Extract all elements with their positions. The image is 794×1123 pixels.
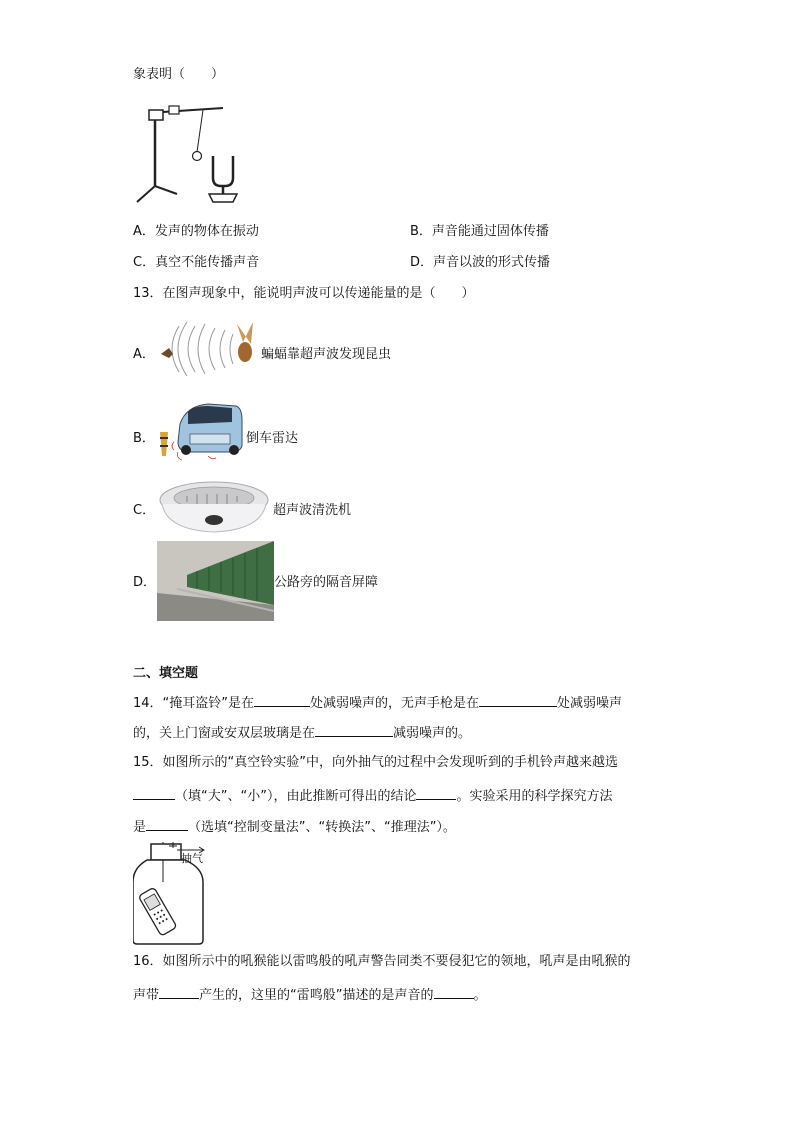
noise-barrier-image (157, 541, 274, 621)
q16-line2 (133, 984, 487, 1005)
q16-part2b: 产生的，这里的“雷鸣般”描述的是声音的 (199, 988, 434, 1003)
q12-stem-tail: 象表明（ ） (133, 67, 225, 82)
q13-option-a-text: 蝙蝠靠超声波发现昆虫 (261, 347, 392, 362)
q14-part2: 处减弱噪声的，无声手枪是在 (310, 696, 480, 711)
q13-option-b-text: 倒车雷达 (246, 431, 299, 446)
q15-part3b: （选填“控制变量法”、“转换法”、“推理法”）。 (188, 820, 456, 835)
q14-line2 (133, 722, 471, 743)
q12-option-c: C．真空不能传播声音 (133, 255, 260, 270)
q15-part2a: （填“大”、“小”），由此推断可得出的结论 (175, 789, 417, 804)
bat-echolocation-image (157, 318, 261, 380)
q14-part3: 处减弱噪声 (557, 696, 623, 711)
q13-option-c-text: 超声波清洗机 (273, 503, 352, 518)
q13-option-a-letter: A． (133, 347, 155, 362)
q14-blank2[interactable] (479, 692, 557, 707)
section-title: 二、填空题 (133, 666, 199, 681)
q14-blank3[interactable] (315, 722, 393, 737)
q12-option-a: A．发声的物体在振动 (133, 224, 259, 239)
q15-blank3[interactable] (146, 816, 188, 831)
q13-stem: 13．在图声现象中，能说明声波可以传递能量的是（ ） (133, 286, 475, 301)
q16-blank1[interactable] (159, 984, 199, 999)
q15-part3a: 是 (133, 820, 147, 835)
q16-blank2[interactable] (434, 984, 474, 999)
q14-blank1[interactable] (254, 692, 310, 707)
q16-line1: 16．如图所示中的吼猴能以雷鸣般的吼声警告同类不要侵犯它的领地，吼声是由吼猴的 (133, 954, 631, 969)
q14-part1: 14．“掩耳盗铃”是在 (133, 696, 255, 711)
q16-part2a: 声带 (133, 988, 160, 1003)
q15-blank1[interactable] (133, 785, 175, 800)
q13-option-c-letter: C． (133, 503, 156, 518)
reversing-radar-car-image (152, 402, 244, 464)
pump-air-label: 抽气 (181, 852, 203, 865)
q15-blank2[interactable] (416, 785, 456, 800)
q14-line1 (133, 692, 622, 713)
q15-line2 (133, 785, 612, 806)
ultrasonic-cleaner-image (157, 478, 271, 536)
q12-option-d: D．声音以波的形式传播 (410, 255, 551, 270)
q14-part5: 减弱噪声的。 (393, 726, 472, 741)
q15-line3 (133, 816, 456, 837)
q15-line1: 15．如图所示的“真空铃实验”中，向外抽气的过程中会发现听到的手机铃声越来越选 (133, 755, 619, 770)
tuning-fork-pendulum-figure (133, 98, 253, 206)
q14-part4: 的，关上门窗或安双层玻璃是在 (133, 726, 316, 741)
q13-option-d-text: 公路旁的隔音屏障 (274, 575, 379, 590)
q13-option-b-letter: B． (133, 431, 155, 446)
q12-option-b: B．声音能通过固体传播 (410, 224, 549, 239)
q15-part2b: 。实验采用的科学探究方法 (456, 789, 613, 804)
q16-part2c: 。 (473, 988, 487, 1003)
q13-option-d-letter: D． (133, 575, 157, 590)
